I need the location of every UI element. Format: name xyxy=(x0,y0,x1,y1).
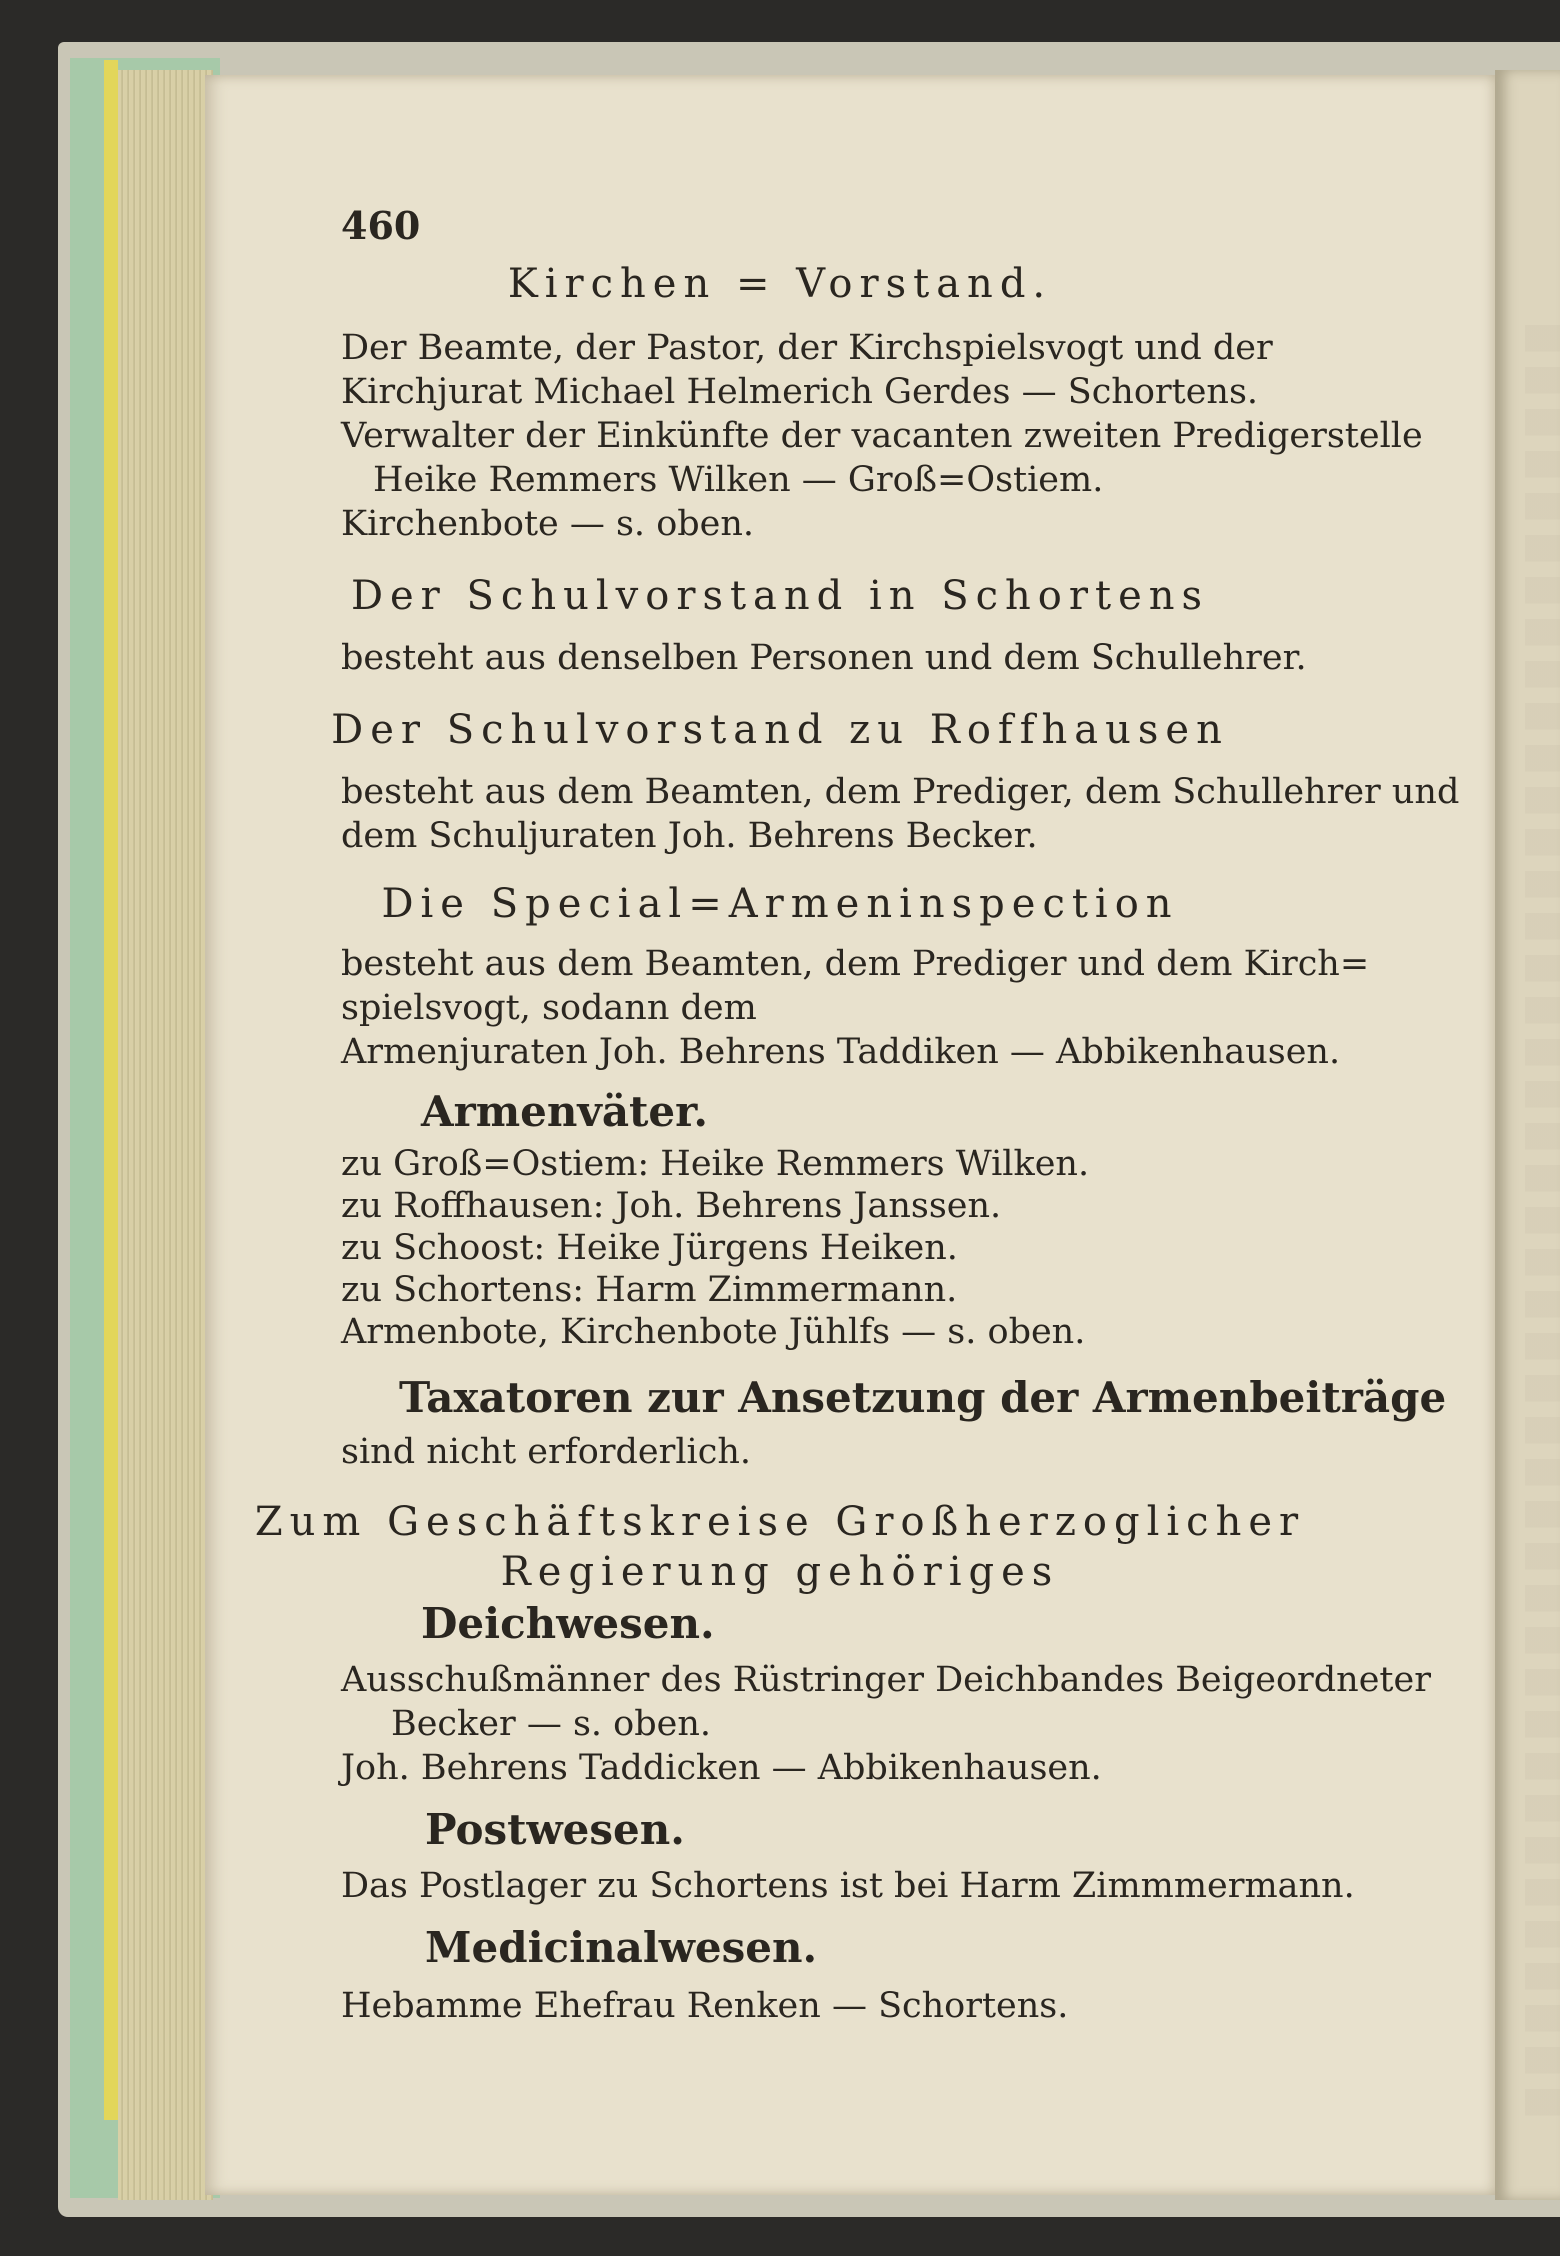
text-line: zu Groß=Ostiem: Heike Remmers Wilken. xyxy=(341,1144,1090,1184)
text-line: Kirchenbote — s. oben. xyxy=(341,504,755,544)
text-line: Kirchjurat Michael Helmerich Gerdes — Schortens. xyxy=(341,372,1259,412)
text-line: dem Schuljuraten Joh. Behrens Becker. xyxy=(341,816,1038,856)
book-page xyxy=(205,75,1495,2195)
text-line: Der Beamte, der Pastor, der Kirchspielsvogt und der xyxy=(341,328,1273,368)
subheading: Postwesen. xyxy=(425,1805,685,1854)
text-line: sind nicht erforderlich. xyxy=(341,1432,752,1472)
text-line: Joh. Behrens Taddicken — Abbikenhausen. xyxy=(341,1748,1102,1788)
text-line: Das Postlager zu Schortens ist bei Harm Zimmmermann. xyxy=(341,1866,1355,1906)
text-line: spielsvogt, sodann dem xyxy=(341,988,757,1028)
section-heading: Regierung gehöriges xyxy=(500,1549,1060,1595)
show-through xyxy=(1525,325,1560,2125)
subheading: Medicinalwesen. xyxy=(425,1923,818,1972)
section-heading: Kirchen = Vorstand. xyxy=(507,261,1053,307)
text-line: Hebamme Ehefrau Renken — Schortens. xyxy=(341,1986,1069,2026)
subheading: Deichwesen. xyxy=(421,1599,715,1648)
text-line: zu Schortens: Harm Zimmermann. xyxy=(341,1270,958,1310)
text-line: Ausschußmänner des Rüstringer Deichbandes Beigeordneter xyxy=(341,1660,1431,1700)
page-number: 460 xyxy=(341,203,421,248)
subheading: Armenväter. xyxy=(421,1087,709,1136)
page-stack xyxy=(118,70,213,2200)
subheading: Taxatoren zur Ansetzung der Armenbeiträge xyxy=(399,1373,1447,1422)
text-line: besteht aus dem Beamten, dem Prediger, dem Schullehrer und xyxy=(341,772,1460,812)
text-line: Armenjuraten Joh. Behrens Taddiken — Abbikenhausen. xyxy=(341,1032,1341,1072)
text-line: zu Schoost: Heike Jürgens Heiken. xyxy=(341,1228,958,1268)
text-line: Verwalter der Einkünfte der vacanten zweiten Predigerstelle xyxy=(341,416,1423,456)
page-edge-yellow xyxy=(104,60,118,2120)
text-line: besteht aus denselben Personen und dem Schullehrer. xyxy=(341,638,1307,678)
text-line: zu Roffhausen: Joh. Behrens Janssen. xyxy=(341,1186,1002,1226)
section-heading: Die Special=Armeninspection xyxy=(381,881,1179,927)
section-heading: Der Schulvorstand in Schortens xyxy=(350,573,1210,619)
section-heading: Der Schulvorstand zu Roffhausen xyxy=(331,707,1229,753)
text-line: Becker — s. oben. xyxy=(391,1704,712,1744)
text-line: Heike Remmers Wilken — Groß=Ostiem. xyxy=(373,460,1104,500)
section-heading: Zum Geschäftskreise Großherzoglicher xyxy=(254,1499,1306,1545)
text-line: besteht aus dem Beamten, dem Prediger und dem Kirch= xyxy=(341,944,1370,984)
text-line: Armenbote, Kirchenbote Jühlfs — s. oben. xyxy=(341,1312,1086,1352)
